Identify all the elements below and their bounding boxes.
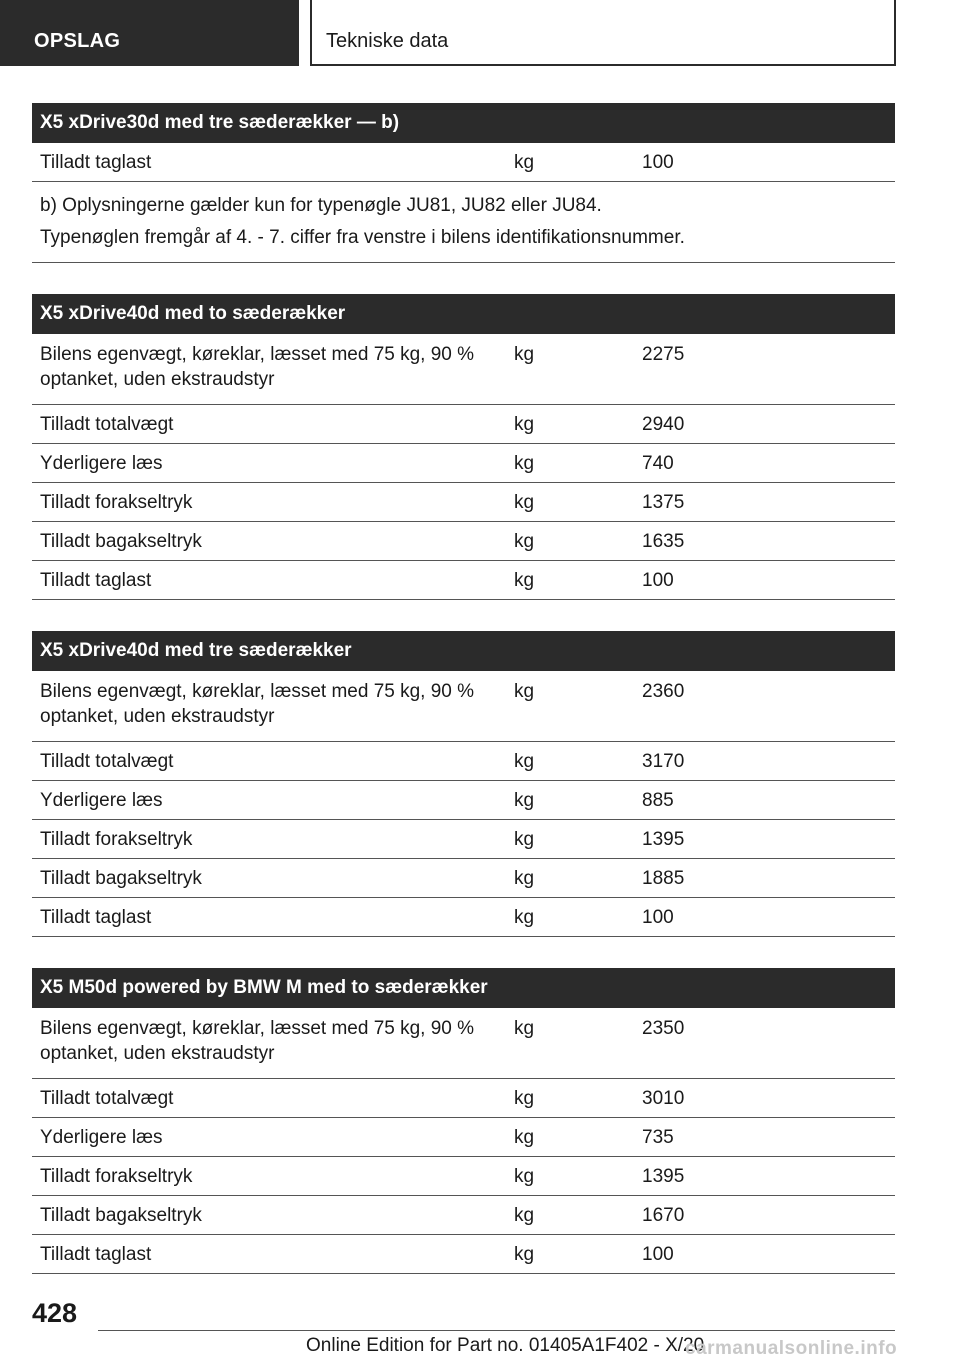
table-row <box>32 444 895 483</box>
chapter-title: Tekniske data <box>326 30 449 52</box>
page-number: 428 <box>32 1298 78 1328</box>
row-label: Tilladt totalvægt <box>40 414 174 435</box>
table-row <box>32 143 895 182</box>
row-label: Tilladt totalvægt <box>40 751 174 772</box>
row-label: Yderligere læs <box>40 453 163 474</box>
footnote-line: b) Oplysningerne gælder kun for typenøgle JU81, JU82 eller JU84. <box>40 195 602 216</box>
row-unit: kg <box>514 414 535 435</box>
row-value: 100 <box>642 907 674 928</box>
row-unit: kg <box>514 1244 535 1265</box>
row-unit: kg <box>514 570 535 591</box>
section-tab <box>0 0 299 66</box>
row-unit: kg <box>514 344 535 365</box>
row-unit: kg <box>514 453 535 474</box>
section-label: OPSLAG <box>34 30 121 52</box>
edition-footer: Online Edition for Part no. 01405A1F402 - X/20 <box>306 1335 705 1356</box>
row-label: Tilladt forakseltryk <box>40 1166 193 1187</box>
row-label: Bilens egenvægt, køreklar, læsset med 75 kg, 90 % optanket, uden ekstraudstyr <box>40 681 475 727</box>
row-label: Yderligere læs <box>40 1127 163 1148</box>
table-row <box>32 1079 895 1118</box>
row-unit: kg <box>514 829 535 850</box>
table-row <box>32 561 895 600</box>
table-row <box>32 671 895 742</box>
table-row <box>32 522 895 561</box>
row-label: Tilladt forakseltryk <box>40 492 193 513</box>
row-label: Tilladt bagakseltryk <box>40 868 202 889</box>
row-value: 1375 <box>642 492 685 513</box>
table-row <box>32 859 895 898</box>
row-value: 100 <box>642 152 674 173</box>
table-row <box>32 781 895 820</box>
chapter-header <box>310 0 896 66</box>
table-row <box>32 742 895 781</box>
row-value: 2940 <box>642 414 685 435</box>
section-title: X5 xDrive40d med to sæderækker <box>32 294 895 334</box>
section-title: X5 xDrive30d med tre sæderækker — b) <box>32 103 895 143</box>
footer-divider <box>98 1330 895 1331</box>
row-value: 1635 <box>642 531 685 552</box>
row-unit: kg <box>514 681 535 702</box>
row-unit: kg <box>514 868 535 889</box>
row-unit: kg <box>514 492 535 513</box>
row-unit: kg <box>514 1088 535 1109</box>
row-label: Bilens egenvægt, køreklar, læsset med 75 kg, 90 % optanket, uden ekstraudstyr <box>40 344 475 390</box>
row-value: 1885 <box>642 868 685 889</box>
spec-tables <box>32 103 895 1305</box>
spec-section <box>32 294 895 600</box>
section-title: X5 M50d powered by BMW M med to sæderækker <box>32 968 895 1008</box>
table-row <box>32 820 895 859</box>
row-label: Tilladt taglast <box>40 907 152 928</box>
row-value: 1670 <box>642 1205 685 1226</box>
row-value: 2350 <box>642 1018 685 1039</box>
row-value: 2360 <box>642 681 685 702</box>
row-label: Tilladt forakseltryk <box>40 829 193 850</box>
row-unit: kg <box>514 1205 535 1226</box>
footnote <box>32 182 895 263</box>
row-value: 735 <box>642 1127 674 1148</box>
row-value: 3170 <box>642 751 685 772</box>
row-label: Tilladt totalvægt <box>40 1088 174 1109</box>
section-title: X5 xDrive40d med tre sæderækker <box>32 631 895 671</box>
row-label: Tilladt taglast <box>40 1244 152 1265</box>
row-unit: kg <box>514 1018 535 1039</box>
table-row <box>32 898 895 937</box>
row-value: 740 <box>642 453 674 474</box>
table-row <box>32 1157 895 1196</box>
row-unit: kg <box>514 152 535 173</box>
table-row <box>32 405 895 444</box>
spec-section <box>32 968 895 1274</box>
spec-section <box>32 103 895 263</box>
watermark: carmanualsonline.info <box>685 1338 898 1359</box>
row-value: 1395 <box>642 829 685 850</box>
row-label: Tilladt bagakseltryk <box>40 1205 202 1226</box>
row-label: Tilladt bagakseltryk <box>40 531 202 552</box>
row-label: Yderligere læs <box>40 790 163 811</box>
row-label: Tilladt taglast <box>40 570 152 591</box>
row-unit: kg <box>514 751 535 772</box>
spec-section <box>32 631 895 937</box>
row-unit: kg <box>514 907 535 928</box>
row-value: 1395 <box>642 1166 685 1187</box>
table-row <box>32 334 895 405</box>
table-row <box>32 1235 895 1274</box>
row-value: 2275 <box>642 344 685 365</box>
row-value: 885 <box>642 790 674 811</box>
row-unit: kg <box>514 531 535 552</box>
table-row <box>32 1196 895 1235</box>
row-label: Tilladt taglast <box>40 152 152 173</box>
row-unit: kg <box>514 1127 535 1148</box>
row-unit: kg <box>514 790 535 811</box>
row-value: 100 <box>642 570 674 591</box>
table-row <box>32 1008 895 1079</box>
row-label: Bilens egenvægt, køreklar, læsset med 75 kg, 90 % optanket, uden ekstraudstyr <box>40 1018 475 1064</box>
table-row <box>32 1118 895 1157</box>
row-unit: kg <box>514 1166 535 1187</box>
row-value: 100 <box>642 1244 674 1265</box>
footnote-line: Typenøglen fremgår af 4. - 7. ciffer fra venstre i bilens identifikationsnummer. <box>40 227 685 248</box>
row-value: 3010 <box>642 1088 685 1109</box>
table-row <box>32 483 895 522</box>
